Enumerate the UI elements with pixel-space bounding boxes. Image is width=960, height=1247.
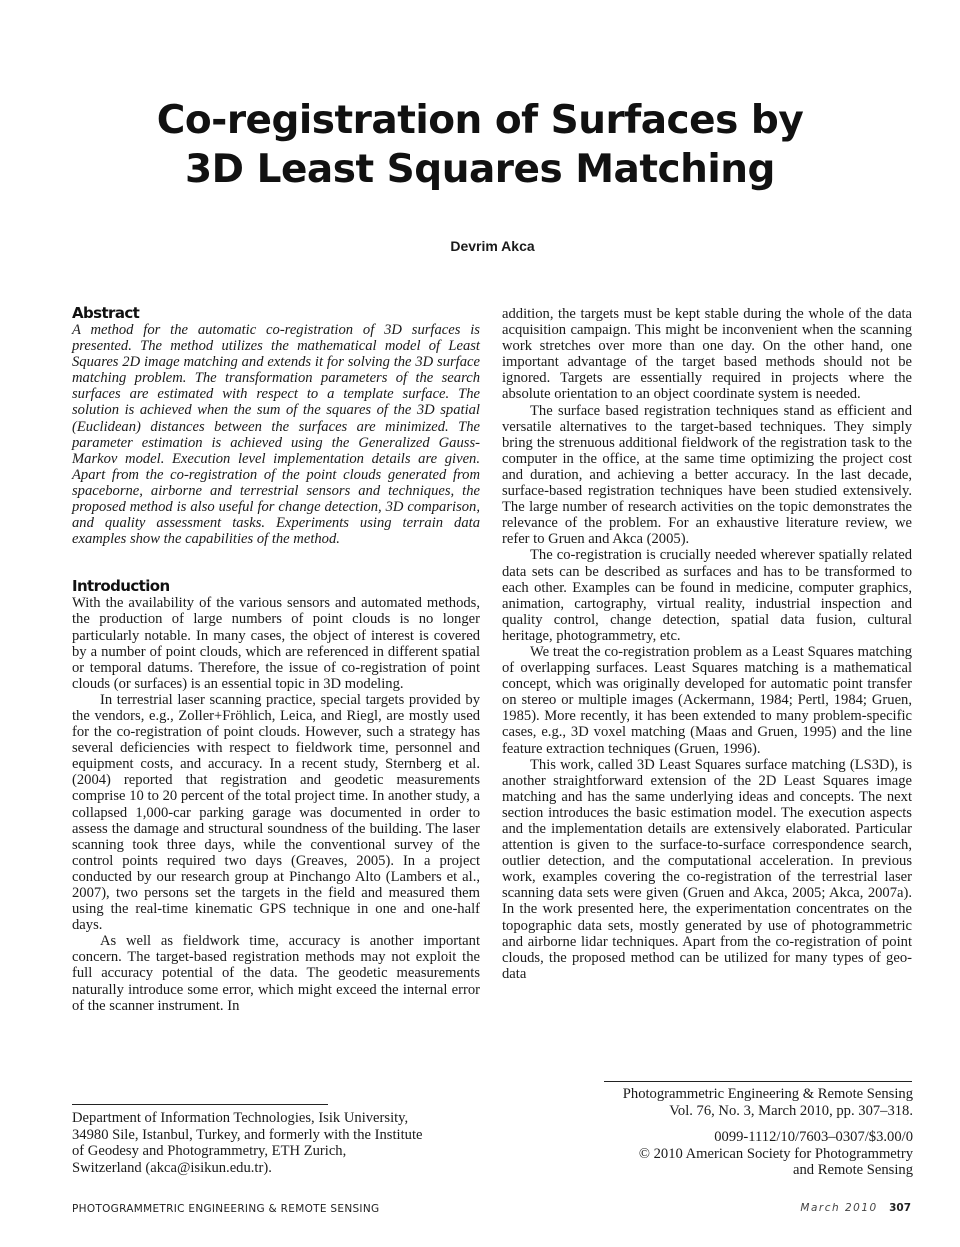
article-code: 0099-1112/10/7603–0307/$3.00/0 (714, 1129, 913, 1146)
abstract-text: A method for the automatic co-registration of 3D surfaces is presented. The method utilizes the mathematical model of Least Squares 2D image matching and extends it for solving the 3D surface matching problem. The transformation parameters of the search surfaces are estimated with respect to a template surface. The solution is achieved when the sum of the squares of the 3D spatial (Euclidean) distances between the surfaces are minimized. The parameter estimation is achieved using the Generalized Gauss-Markov model. Execution level implementation details are given. Apart from the co-registration of the point clouds generated from spaceborne, airborne and terrestrial sensors and techniques, the proposed method is also useful for change detection, 3D comparison, and quality assessment tasks. Experiments using terrain data examples show the capabilities of the method. (72, 322, 480, 548)
journal-name: Photogrammetric Engineering & Remote Sensing (622, 1086, 913, 1102)
intro-paragraph: In terrestrial laser scanning practice, special targets provided by the vendors, e.g., Zoller+Fröhlich, Leica, and Riegl, are mostly used for the co-registration of point clouds. However, such a strategy has several deficiencies with respect to fieldwork time, personnel and equipment costs, and accuracy. In a recent study, Sternberg et al. (2004) reported that registration and geodetic measurements comprise 10 to 20 percent of the total project time. In another study, a collapsed 1,000-car parking garage was documented in order to assess the damage and structural soundness of the building. The laser scanning took three days, while the conventional survey of the control points required two days (Greaves, 2005). In a project conducted by our research group at Pinchango Alto (Lambers et al., 2007), two persons set the targets in the field and measured them using the real-time kinematic GPS technique in one and one-half days. (72, 691, 480, 934)
volume-info: Vol. 76, No. 3, March 2010, pp. 307–318. (669, 1102, 913, 1119)
title-line-2: 3D Least Squares Matching (185, 147, 775, 192)
footer-date: March 2010 (800, 1202, 878, 1214)
abstract-heading: Abstract (72, 304, 140, 322)
copyright-line-2: and Remote Sensing (793, 1162, 913, 1179)
affiliation-line: Switzerland (akca@isikun.edu.tr). (72, 1159, 272, 1176)
author-name: Devrim Akca (450, 238, 535, 254)
body-paragraph: addition, the targets must be kept stable during the whole of the data acquisition campaign. This might be inconvenient when the scanning work stretches over more than one day. On the other hand, one important advantage of the target based methods should not be ignored. Targets are essentially required in projects where the absolute orientation to an object coordinate system is needed. (502, 306, 912, 403)
left-column (72, 304, 480, 1014)
title-line-1: Co-registration of Surfaces by (156, 98, 804, 143)
introduction-heading: Introduction (72, 577, 170, 596)
intro-paragraph: With the availability of the various sensors and automated methods, the production of large numbers of point clouds is no longer particularly notable. In many cases, the object of interest is covered by a number of point clouds, which are referenced in different spatial or temporal datums. Therefore, the issue of co-registration of point clouds (or surfaces) is an essential topic in 3D modeling. (72, 595, 480, 692)
right-column (502, 306, 912, 982)
affiliation-divider (72, 1104, 328, 1105)
affiliation-line: of Geodesy and Photogrammetry, ETH Zurich, (72, 1143, 347, 1160)
publication-divider (604, 1081, 912, 1082)
running-footer-right (800, 1202, 911, 1214)
affiliation-line: Department of Information Technologies, Isik University, (72, 1110, 409, 1126)
body-paragraph: We treat the co-registration problem as a Least Squares matching of overlapping surfaces. Least Squares matching is a mathematical concept, which was originally developed for automatic point transfer on stereo or multiple images (Ackermann, 1984; Pertl, 1984; Gruen, 1985). More recently, it has been extended to many problem-specific cases, e.g., 3D voxel matching (Maas and Gruen, 1995) and the line feature extraction techniques (Gruen, 1996). (502, 643, 912, 757)
page-number: 307 (889, 1202, 911, 1214)
intro-paragraph: As well as fieldwork time, accuracy is another important concern. The target-based registration methods may not exploit the full accuracy potential of the data. The geodetic measurements naturally introduce some error, which might exceed the internal error of the scanner instrument. In (72, 933, 480, 1014)
author-affiliation (72, 1110, 492, 1176)
affiliation-line: 34980 Sile, Istanbul, Turkey, and formerly with the Institute (72, 1126, 423, 1143)
body-paragraph: The surface based registration techniques stand as efficient and versatile alternatives to the target-based techniques. They simply bring the strenuous additional fieldwork of the registration task to the computer in the office, at the same time optimizing the project cost and duration, and achieving a better accuracy. In the last decade, surface-based registration techniques have been studied extensively. The large number of research activities on the topic demonstrates the relevance of the problem. For an exhaustive literature review, we refer to Gruen and Akca (2005). (502, 402, 912, 548)
publication-info (560, 1086, 913, 1179)
body-paragraph: This work, called 3D Least Squares surface matching (LS3D), is another straightforward extension of the 2D Least Squares image matching and has the same underlying ideas and concepts. The next section introduces the basic estimation model. The execution aspects and the implementation details are extensively elaborated. Particular attention is given to the surface-to-surface correspondence search, outlier detection, and the computational acceleration. In previous work, examples covering the co-registration of the terrestrial laser scanning data sets were given (Gruen and Akca, 2005; Akca, 2007a). In the work presented here, the experimentation concentrates on the topographic data sets, mostly generated by use of photogrammetric and airborne lidar techniques. Apart from the co-registration of point clouds, the proposed method can be utilized for many types of geo-data (502, 756, 912, 982)
running-footer-journal: PHOTOGRAMMETRIC ENGINEERING & REMOTE SENSING (72, 1203, 380, 1215)
copyright-line: © 2010 American Society for Photogrammetry (638, 1145, 913, 1162)
paper-title (0, 96, 960, 194)
body-paragraph: The co-registration is crucially needed wherever spatially related data sets can be described as surfaces and has to be transformed to each other. Examples can be found in medicine, computer graphics, animation, cartography, virtual reality, industrial inspection and quality control, change detection, spatial data fusion, cultural heritage, photogrammetry, etc. (502, 547, 912, 644)
